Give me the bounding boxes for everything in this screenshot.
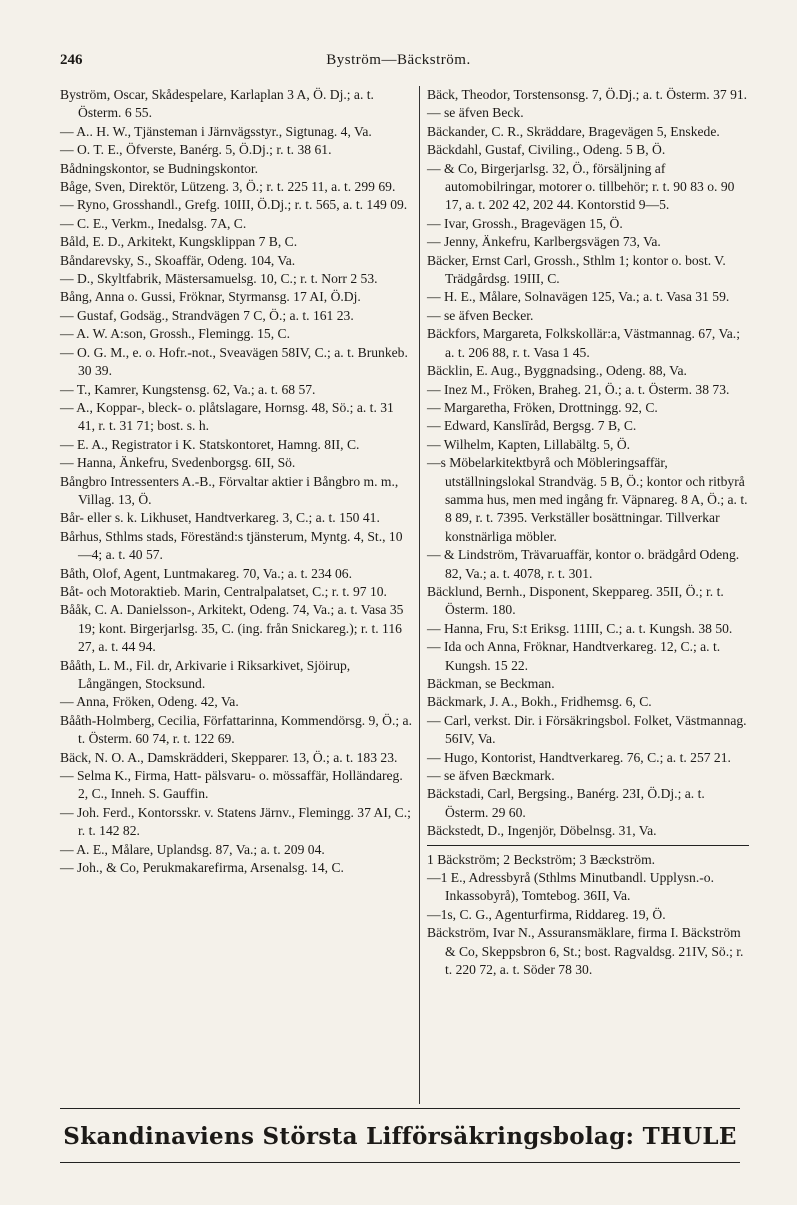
directory-entry: Bäcker, Ernst Carl, Grossh., Sthlm 1; kontor o. bost. V. Trädgårdsg. 19III, C. (427, 252, 726, 287)
directory-entry: —1 E., Adressbyrå (Sthlms Minutbandl. Upplysn.-o. Inkassobyrå), Tomtebog. 36II, Va. (427, 870, 714, 904)
right-column (427, 86, 749, 980)
directory-entry: — A.. H. W., Tjänsteman i Järnvägsstyr., Sigtunag. 4, Va. (60, 123, 372, 139)
directory-entry: — Gustaf, Godsäg., Strandvägen 7 C, Ö.; a. t. 161 23. (60, 307, 354, 323)
directory-entry: Båge, Sven, Direktör, Lützeng. 3, Ö.; r. t. 225 11, a. t. 299 69. (60, 179, 396, 195)
banner-bottom-rule (60, 1162, 740, 1163)
directory-entry: Bååth-Holmberg, Cecilia, Författarinna, Kommendörsg. 9, Ö.; a. t. Österm. 60 74, r. t. 122 69. (60, 712, 412, 747)
directory-entry: Bäcklund, Bernh., Disponent, Skeppareg. 35II, Ö.; r. t. Österm. 180. (427, 583, 724, 618)
directory-entry: Båld, E. D., Arkitekt, Kungsklippan 7 B, C. (60, 234, 298, 250)
directory-entry: Bäckstadi, Carl, Bergsing., Banérg. 23I, Ö.Dj.; a. t. Österm. 29 60. (427, 786, 705, 820)
directory-entry: — T., Kamrer, Kungstensg. 62, Va.; a. t. 68 57. (60, 381, 316, 397)
directory-entry: — C. E., Verkm., Inedalsg. 7A, C. (60, 215, 247, 231)
directory-entry: — H. E., Målare, Solnavägen 125, Va.; a. t. Vasa 31 59. (427, 289, 730, 305)
directory-entry: Båth, Olof, Agent, Luntmakareg. 70, Va.; a. t. 234 06. (60, 565, 352, 581)
directory-entry: — Inez M., Fröken, Braheg. 21, Ö.; a. t. Österm. 38 73. (427, 381, 730, 397)
directory-entry: Byström, Oscar, Skådespelare, Karlaplan 3 A, Ö. Dj.; a. t. Österm. 6 55. (60, 87, 374, 121)
directory-entry: Bååth, L. M., Fil. dr, Arkivarie i Riksarkivet, Sjöirup, Långängen, Stocksund. (60, 657, 351, 691)
directory-entry: 1 Bäckström; 2 Beckström; 3 Bæckström. (427, 851, 656, 867)
directory-entry: — O. T. E., Öfverste, Banérg. 5, Ö.Dj.; r. t. 38 61. (60, 142, 332, 158)
directory-entry: —1s, C. G., Agenturfirma, Riddareg. 19, Ö. (427, 906, 666, 922)
left-column (60, 86, 412, 877)
directory-entry: Bår- eller s. k. Likhuset, Handtverkareg. 3, C.; a. t. 150 41. (60, 510, 380, 526)
directory-entry: — Selma K., Firma, Hatt- pälsvaru- o. mössaffär, Holländareg. 2, C., Inneh. S. Gauffin. (60, 768, 403, 802)
directory-entry: Bäckström, Ivar N., Assuransmäklare, firma I. Bäckström & Co, Skeppsbron 6, St.; bost. Ragvaldsg. 21IV, Sö.; r. t. 220 72, a. t. Söder 78 30. (427, 925, 744, 978)
directory-entry: — Hugo, Kontorist, Handtverkareg. 76, C.; a. t. 257 21. (427, 749, 731, 765)
directory-entry: — Ryno, Grosshandl., Grefg. 10III, Ö.Dj.; r. t. 565, a. t. 149 09. (60, 197, 408, 213)
page-header (60, 52, 737, 76)
directory-entry: Bäckdahl, Gustaf, Civiling., Odeng. 5 B, Ö. (427, 142, 666, 158)
directory-entry: Bångbro Intressenters A.-B., Förvaltar aktier i Bångbro m. m., Villag. 13, Ö. (60, 473, 399, 507)
directory-entry: — Hanna, Fru, S:t Eriksg. 11III, C.; a. t. Kungsh. 38 50. (427, 620, 733, 636)
directory-entry: Bäckmark, J. A., Bokh., Fridhemsg. 6, C. (427, 694, 652, 710)
directory-entry: Bådningskontor, se Budningskontor. (60, 160, 259, 176)
directory-entry: — Hanna, Änkefru, Svedenborgsg. 6II, Sö. (60, 455, 296, 471)
right-column-entries (427, 86, 749, 841)
directory-entry: Bång, Anna o. Gussi, Fröknar, Styrmansg. 17 AI, Ö.Dj. (60, 289, 361, 305)
directory-entry: — & Co, Birgerjarlsg. 32, Ö., försäljning af automobilringar, motorer o. tillbehör; r. t. 90 83 o. 90 17, a. t. 202 42, 202 44. Kontorstid 9—5. (427, 160, 735, 213)
directory-entry: — A., Koppar-, bleck- o. plåtslagare, Hornsg. 48, Sö.; a. t. 31 41, r. t. 31 71; bost. s. h. (60, 399, 394, 434)
directory-entry: — se äfven Becker. (427, 307, 534, 323)
directory-entry: — se äfven Bæckmark. (427, 768, 555, 784)
directory-entry: Bäckman, se Beckman. (427, 676, 555, 691)
directory-entry: Bäckfors, Margareta, Folkskollär:a, Västmannag. 67, Va.; a. t. 206 88, r. t. Vasa 1 45. (427, 326, 740, 360)
directory-entry: — Ivar, Grossh., Bragevägen 15, Ö. (427, 215, 623, 231)
directory-entry: — Wilhelm, Kapten, Lillabältg. 5, Ö. (427, 436, 631, 452)
directory-entry: — Margaretha, Fröken, Drottningg. 92, C. (427, 399, 658, 415)
advertisement-banner: Skandinaviens Största Lifförsäkringsbolag: THULE (63, 1123, 737, 1150)
directory-entry: — Jenny, Änkefru, Karlbergsvägen 73, Va. (427, 234, 661, 250)
column-divider (419, 86, 420, 1104)
directory-entry: — se äfven Beck. (427, 105, 524, 121)
directory-entry: — Joh., & Co, Perukmakarefirma, Arsenalsg. 14, C. (60, 860, 344, 876)
directory-entry: Bååk, C. A. Danielsson-, Arkitekt, Odeng. 74, Va.; a. t. Vasa 35 19; kont. Birgerjarlsg. 35, C. (ing. från Snickareg.); r. t. 116 27, a. t. 44 94. (60, 602, 404, 655)
directory-entry: Båndarevsky, S., Skoaffär, Odeng. 104, Va. (60, 252, 296, 268)
directory-entry: — Joh. Ferd., Kontorsskr. v. Statens Järnv., Flemingg. 37 AI, C.; r. t. 142 82. (60, 804, 411, 839)
directory-entry: — Carl, verkst. Dir. i Försäkringsbol. Folket, Västmannag. 56IV, Va. (427, 712, 747, 747)
directory-entry: — O. G. M., e. o. Hofr.-not., Sveavägen 58IV, C.; a. t. Brunkeb. 30 39. (60, 344, 408, 379)
directory-entry: —s Möbelarkitektbyrå och Möbleringsaffär, utställningslokal Strandväg. 5 B, Ö.; kontor och ritbyrå samma hus, men med ingång fr. Väpnareg. 8 A, Ö.; a. t. 8 89, r. t. 7395. Verkställer bosättningar. Tillverkar konstnärliga möbler. (427, 455, 748, 544)
directory-entry: Bäck, N. O. A., Damskrädderi, Skepparег. 13, Ö.; a. t. 183 23. (60, 749, 398, 765)
section-rule (427, 845, 749, 846)
directory-entry: — & Lindström, Trävaruaffär, kontor o. brädgård Odeng. 82, Va.; a. t. 4078, r. t. 301. (427, 547, 740, 581)
directory-entry: Bäckander, C. R., Skräddare, Bragevägen 5, Enskede. (427, 123, 720, 139)
banner-top-rule (60, 1108, 740, 1109)
directory-entry: Bäckstedt, D., Ingenjör, Döbelnsg. 31, Va. (427, 823, 657, 839)
right-column-backstrom-entries (427, 851, 749, 980)
directory-entry: — A. W. A:son, Grossh., Flemingg. 15, C. (60, 326, 290, 342)
directory-entry: — E. A., Registrator i K. Statskontoret, Hamng. 8II, C. (60, 436, 360, 452)
directory-entry: Bårhus, Sthlms stads, Föreständ:s tjänsterum, Myntg. 4, St., 10—4; a. t. 40 57. (60, 528, 403, 563)
directory-entry: — Edward, Kanslīråd, Bergsg. 7 B, C. (427, 418, 637, 434)
running-head: Byström—Bäckström. (326, 52, 471, 68)
directory-entry: — Anna, Fröken, Odeng. 42, Va. (60, 694, 239, 710)
directory-entry: — A. E., Målare, Uplandsg. 87, Va.; a. t. 209 04. (60, 841, 325, 857)
directory-entry: Båt- och Motoraktieb. Marin, Centralpalatset, C.; r. t. 97 10. (60, 583, 387, 599)
directory-entry: — D., Skyltfabrik, Mästersamuelsg. 10, C.; r. t. Norr 2 53. (60, 271, 378, 287)
directory-entry: Bäck, Theodor, Torstensonsg. 7, Ö.Dj.; a. t. Österm. 37 91. (427, 87, 748, 102)
directory-entry: Bäcklin, E. Aug., Byggnadsing., Odeng. 88, Va. (427, 363, 687, 379)
directory-entry: — Ida och Anna, Fröknar, Handtverkareg. 12, C.; a. t. Kungsh. 15 22. (427, 639, 721, 673)
page-number: 246 (60, 52, 83, 68)
